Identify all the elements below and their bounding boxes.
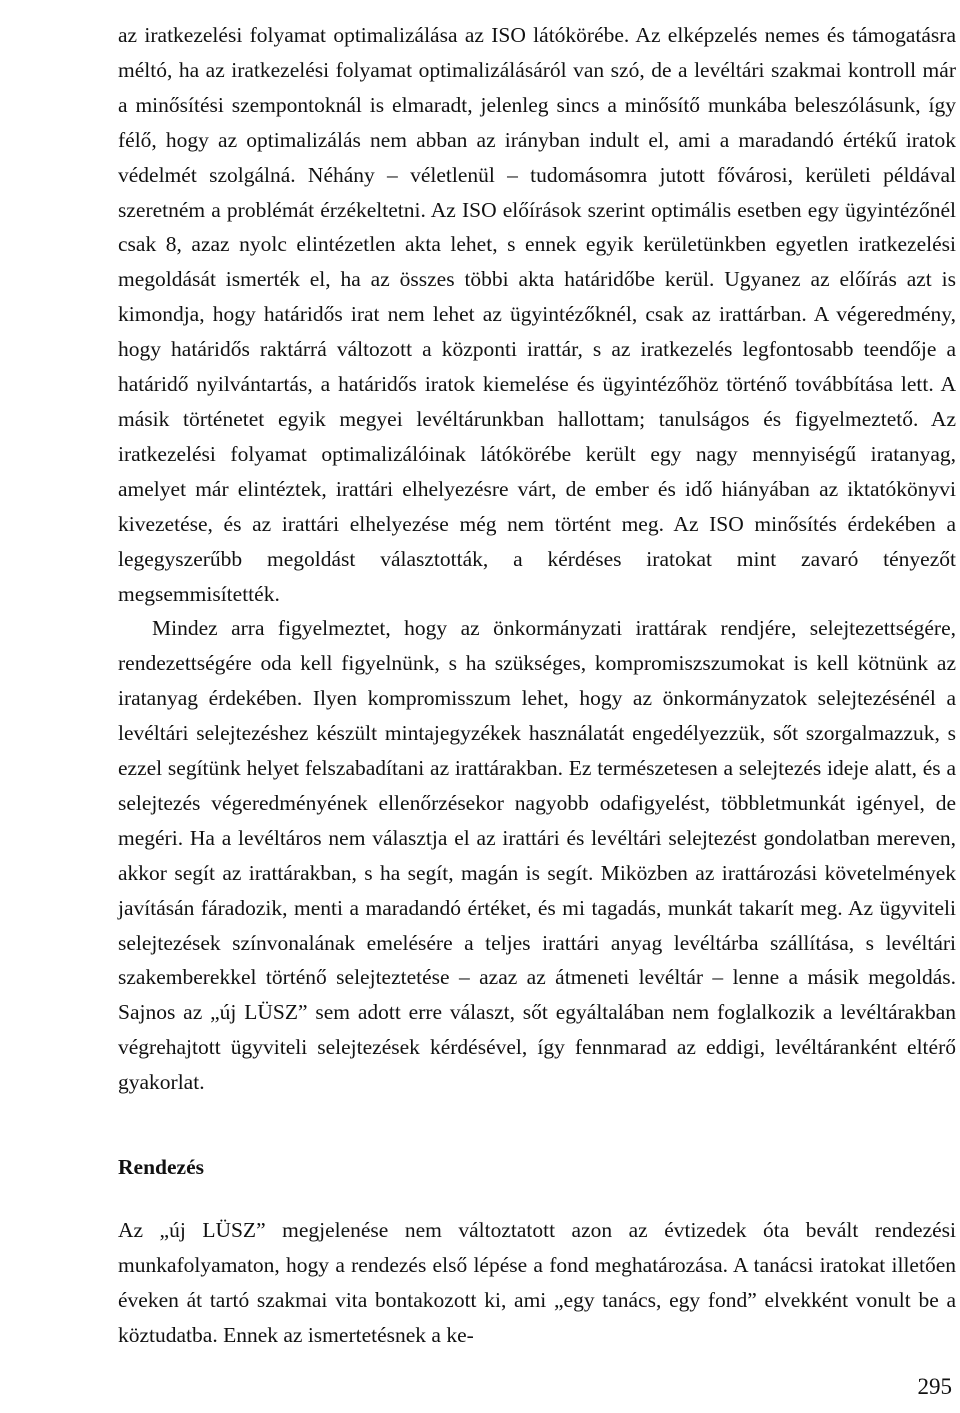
page-body: [118, 18, 956, 1347]
paragraph-iso-optimization: az iratkezelési folyamat optimalizálása az ISO látókörébe. Az elképzelés nemes és támogatásra méltó, ha az iratkezelési folyamat optimalizálásáról van szó, de a levéltári szakmai kontroll már a minősítési szempontoknál is elmaradt, jelenleg sincs a minősítő munkába beleszólásunk, így félő, hogy az optimalizálás nem abban az irányban indult el, ami a maradandó értékű iratok védelmét szolgálná. Néhány – véletlenül – tudomásomra jutott fővárosi, kerületi példával szeretném a problémát érzékeltetni. Az ISO előírások szerint optimális esetben egy ügyintézőnél csak 8, azaz nyolc elintézetlen akta lehet, s ennek egyik kerületünkben egyetlen iratkezelési megoldását ismerték el, ha az összes többi akta határidőbe kerül. Ugyanez az előírás azt is kimondja, hogy határidős irat nem lehet az ügyintézőknél, csak az irattárban. A végeredmény, hogy határidős raktárrá változott a központi irattár, s az iratkezelés legfontosabb teendője a határidő nyilvántartás, a határidős iratok kiemelése és ügyintézőhöz történő továbbítása lett. A másik történetet egyik megyei levéltárunkban hallottam; tanulságos és figyelmeztető. Az iratkezelési folyamat optimalizálóinak látókörébe került egy nagy mennyiségű iratanyag, amelyet már elintéztek, irattári elhelyezésre várt, de ember és idő hiányában az iktatókönyvi kivezetése, és az irattári elhelyezése még nem történt meg. Az ISO minősítés érdekében a legegyszerűbb megoldást választották, a kérdéses iratokat mint zavaró tényezőt megsemmisítették.: [118, 23, 956, 606]
page-number: 295: [917, 1374, 952, 1399]
section-heading: Rendezés: [118, 1155, 204, 1179]
paragraph-selection-compromise: Mindez arra figyelmeztet, hogy az önkormányzati irattárak rendjére, selejtezettségére, rendezettségére oda kell figyelnünk, s ha szükséges, kompromiszszumokat is kell kötnünk az iratanyag érdekében. Ilyen kompromisszum lehet, hogy az önkormányzatok selejtezésénél a levéltári selejtezéshez készült mintajegyzékek használatát engedélyezzük, sőt szorgalmazzuk, s ezzel segítünk helyet felszabadítani az irattárakban. Ez természetesen a selejtezés ideje alatt, és a selejtezés végeredményének ellenőrzésekor nagyobb odafigyelést, többletmunkát igényel, de megéri. Ha a levéltáros nem választja el az irattári és levéltári selejtezést gondolatban mereven, akkor segít az irattárakban, s ha segít, magán is segít. Miközben az irattározási követelmények javításán fáradozik, menti a maradandó értéket, és mi tagadás, munkát takarít meg. Az ügyviteli selejtezések színvonalának emelésére a teljes irattári anyag levéltárba szállítása, s levéltári szakemberekkel történő selejteztetése – azaz az átmeneti levéltár – lenne a másik megoldás. Sajnos az „új LÜSZ” sem adott erre választ, sőt egyáltalában nem foglalkozik a levéltárakban végrehajtott ügyviteli selejtezések kérdésével, így fennmarad az eddigi, levéltáranként eltérő gyakorlat.: [118, 616, 956, 1095]
paragraph-arrangement: Az „új LÜSZ” megjelenése nem változtatott azon az évtizedek óta bevált rendezési munkafolyamaton, hogy a rendezés első lépése a fond meghatározása. A tanácsi iratokat illetően éveken át tartó szakmai vita bontakozott ki, ami „egy tanács, egy fond” elvekként vonult be a köztudatba. Ennek az ismertetésnek a ke-: [118, 1218, 956, 1347]
